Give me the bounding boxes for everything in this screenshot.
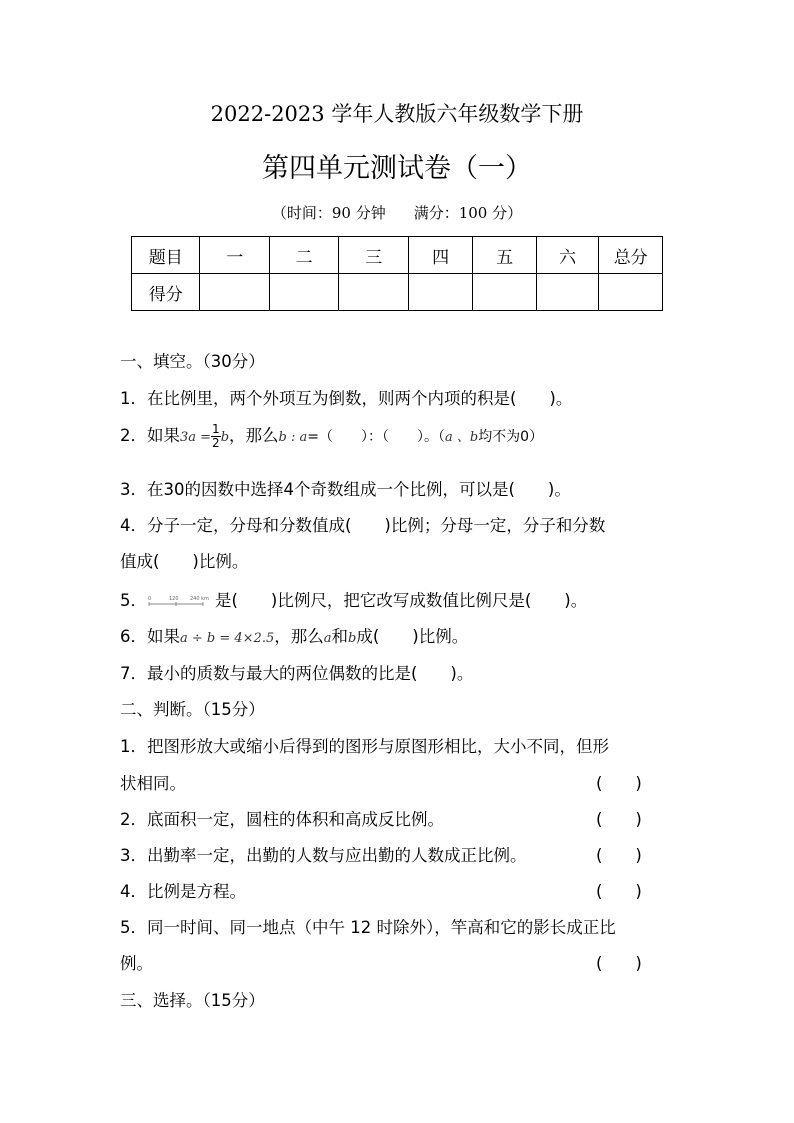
score-cell[interactable] <box>536 274 599 311</box>
score-cell[interactable] <box>599 274 663 311</box>
q2-fraction-denominator: 2 <box>212 436 220 450</box>
q2-rest: =（ ）：（ ）。（ <box>307 429 445 445</box>
score-row-label: 得分 <box>132 274 200 311</box>
s1-question-3: 3．在30的因数中选择4个奇数组成一个比例，可以是( )。 <box>120 480 571 499</box>
s1-question-5 <box>120 587 587 611</box>
score-table-header: 五 <box>473 237 537 274</box>
s1-question-1: 1．在比例里，两个外项互为倒数，则两个内项的积是( )。 <box>120 389 573 408</box>
s2-question-1-line-2: 状相同。 <box>120 774 186 793</box>
score-cell[interactable] <box>269 274 338 311</box>
line-scale-graphic <box>147 594 215 610</box>
s2-question-3: 3．出勤率一定，出勤的人数与应出勤的人数成正比例。 <box>120 846 527 865</box>
score-info: 满分：100 分） <box>413 204 523 222</box>
q2-equation-right: b <box>220 430 230 445</box>
q6-end: 成( )比例。 <box>356 627 469 646</box>
score-table-header: 一 <box>200 237 269 274</box>
scale-label: 0 <box>148 595 152 602</box>
score-table <box>131 236 663 311</box>
score-table-header: 二 <box>269 237 338 274</box>
q6-equation: a ÷ b = 4×2.5 <box>180 631 275 646</box>
q2-fraction <box>211 423 221 450</box>
q6-var-a: a <box>323 631 332 646</box>
exam-info <box>0 202 794 223</box>
judge-answer-blank[interactable]: ( ) <box>596 882 642 901</box>
s1-question-7: 7．最小的质数与最大的两位偶数的比是( )。 <box>120 664 474 683</box>
score-table-header: 总分 <box>599 237 663 274</box>
score-table-header: 三 <box>339 237 408 274</box>
s2-question-5-line-2: 例。 <box>120 954 153 973</box>
scale-label: 120 <box>169 595 179 602</box>
q2-mid: ，那么 <box>229 426 279 445</box>
s1-question-2 <box>120 422 543 450</box>
title-line-2: 第四单元测试卷（一） <box>262 153 532 184</box>
q2-end: 均不为0） <box>478 429 544 445</box>
judge-answer-blank[interactable]: ( ) <box>596 846 642 865</box>
q2-equation-left: 3a = <box>180 430 212 445</box>
q2-ab: a 、b <box>444 430 479 445</box>
q2-fraction-numerator: 1 <box>212 422 220 436</box>
s2-question-2: 2．底面积一定，圆柱的体积和高成反比例。 <box>120 810 444 829</box>
score-table-score-row <box>132 274 663 311</box>
s1-question-6 <box>120 623 468 647</box>
section-1-heading: 一、填空。（30分） <box>120 352 265 371</box>
q6-and: 和 <box>331 627 348 646</box>
title-line-1: 2022-2023 学年人教版六年级数学下册 <box>210 102 584 126</box>
score-cell[interactable] <box>408 274 473 311</box>
s1-question-4-line-1: 4．分子一定，分母和分数值成( )比例；分母一定，分子和分数 <box>120 516 606 535</box>
q6-var-b: b <box>348 631 357 646</box>
q6-mid: ，那么 <box>274 627 324 646</box>
time-info: （时间：90 分钟 <box>271 204 386 222</box>
q6-prefix: 6．如果 <box>120 627 180 646</box>
score-table-header: 题目 <box>132 237 200 274</box>
s2-question-1-line-1: 1．把图形放大或缩小后得到的图形与原图形相比，大小不同，但形 <box>120 737 609 756</box>
score-table-header-row <box>132 237 663 274</box>
q2-ratio: b : a <box>278 430 308 445</box>
s2-question-4: 4．比例是方程。 <box>120 882 246 901</box>
s2-question-5-line-1: 5．同一时间、同一地点（中午 12 时除外），竿高和它的影长成正比 <box>120 918 616 937</box>
score-table-header: 六 <box>536 237 599 274</box>
score-cell[interactable] <box>473 274 537 311</box>
q5-rest: 是( )比例尺，把它改写成数值比例尺是( )。 <box>215 591 588 610</box>
section-2-heading: 二、判断。（15分） <box>120 700 265 719</box>
section-3-heading: 三、选择。（15分） <box>120 991 265 1010</box>
q5-prefix: 5． <box>120 591 147 610</box>
score-cell[interactable] <box>200 274 269 311</box>
score-table-header: 四 <box>408 237 473 274</box>
s1-question-4-line-2: 值成( )比例。 <box>120 552 249 571</box>
judge-answer-blank[interactable]: ( ) <box>596 954 642 973</box>
scale-label: 240 km <box>190 595 209 602</box>
judge-answer-blank[interactable]: ( ) <box>596 774 642 793</box>
score-cell[interactable] <box>339 274 408 311</box>
q2-prefix: 2．如果 <box>120 426 180 445</box>
judge-answer-blank[interactable]: ( ) <box>596 810 642 829</box>
